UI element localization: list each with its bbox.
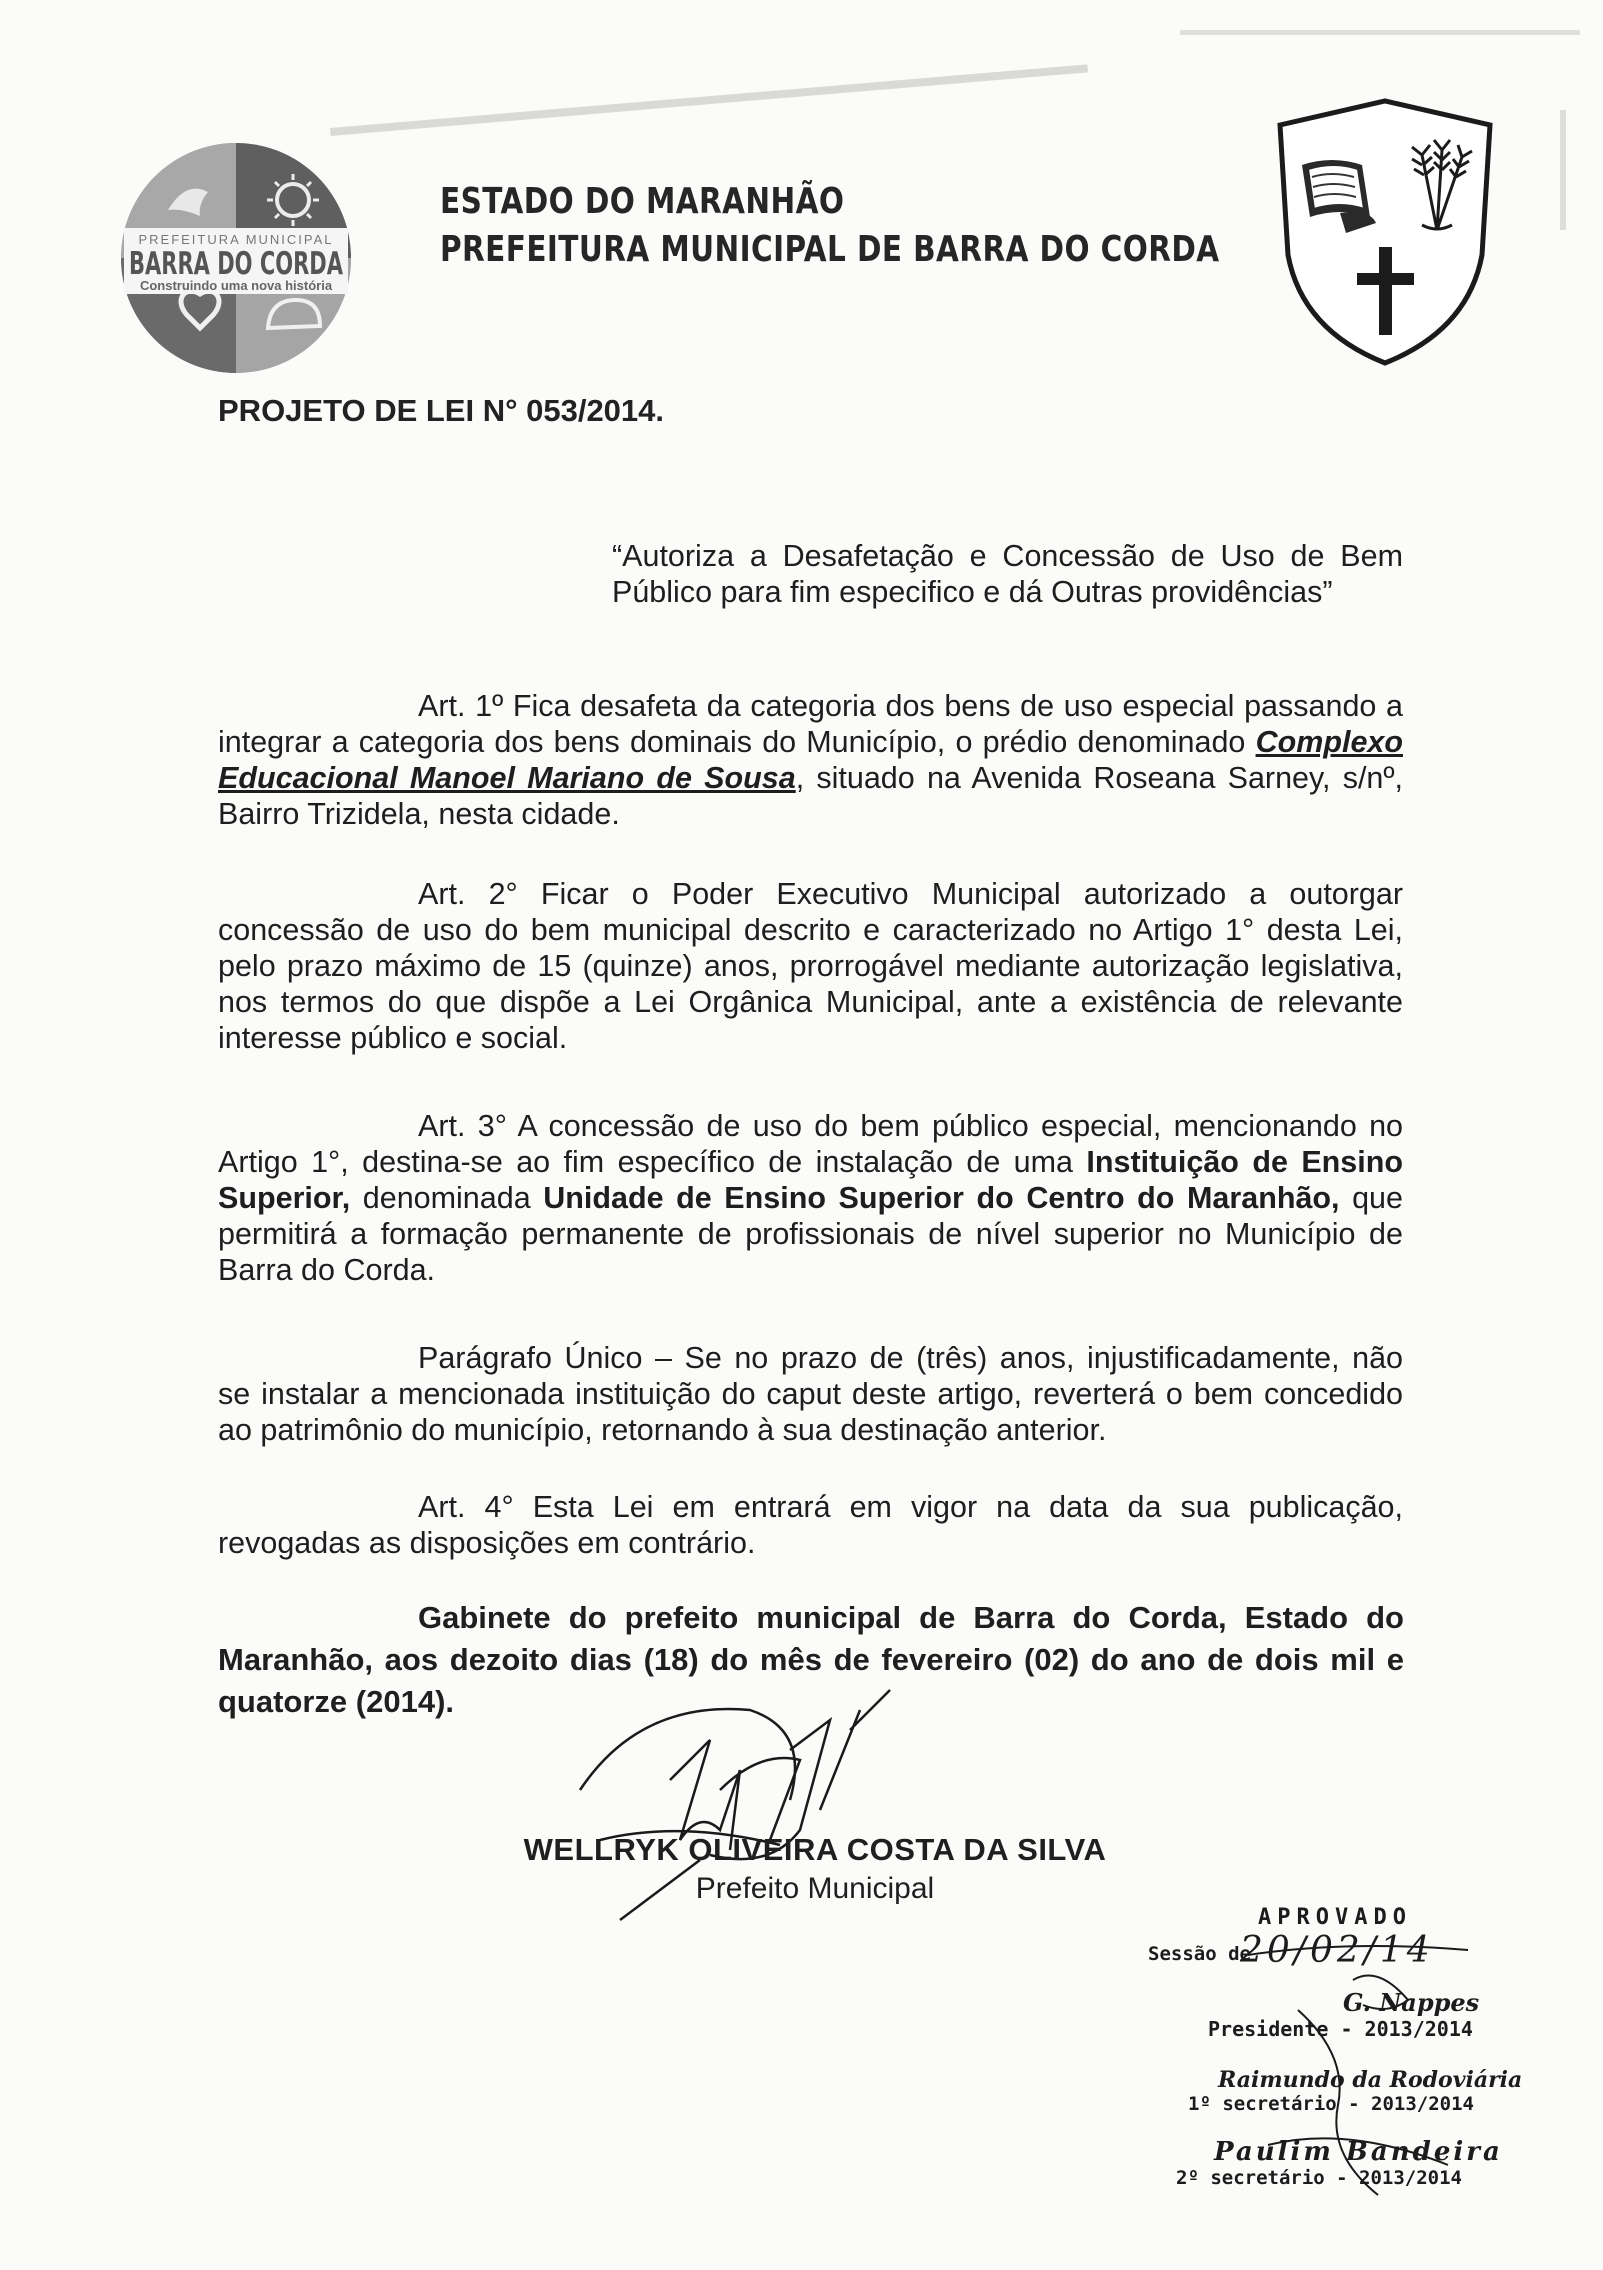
stamp-first-secretary-name: Raimundo da Rodoviária [1218,2067,1523,2093]
article-3 [218,1108,1403,1288]
stamp-first-secretary-role: 1º secretário - 2013/2014 [1188,2093,1474,2115]
article-2-text: Art. 2° Ficar o Poder Executivo Municipal autorizado a outorgar concessão de uso do bem municipal descrito e caracterizado no Artigo 1° desta Lei, pelo prazo máximo de 15 (quinze) anos, prorrogável mediante autorização legislativa, nos termos do que dispõe a Lei Orgânica Municipal, ante a existência de relevante interesse público e social. [218,877,1403,1055]
sole-paragraph-text: Parágrafo Único – Se no prazo de (três) anos, injustificadamente, não se instalar a mencionada instituição do caput deste artigo, reverterá o bem concedido ao patrimônio do município, retornando à sua destinação anterior. [218,1341,1403,1447]
stamp-approved: APROVADO [1258,1905,1412,1930]
stamp-president-signature: G. Nappes [1343,1988,1480,2017]
article-4 [218,1489,1403,1561]
stamp-signature-strokes [1148,1905,1508,2205]
approval-stamp [1148,1905,1523,2205]
stamp-session-label: Sessão de [1148,1943,1251,1965]
scan-streak-top-right [1180,30,1580,35]
article-1-text: Art. 1º Fica desafeta da categoria dos bens de uso especial passando a integrar a categoria dos bens dominais do Município, o prédio denominado [218,689,1403,759]
scan-streak-top [330,64,1088,136]
stamp-second-secretary-name: Paulim Bandeira [1214,2137,1503,2167]
article-1-text-end: , situado na Avenida Roseana Sarney, s/nº, Bairro Trizidela, nesta cidade. [218,761,1403,831]
bill-title: PROJETO DE LEI N° 053/2014. [218,393,665,428]
sole-paragraph [218,1340,1403,1448]
article-3-text-3: que permitirá a formação permanente de profissionais de nível superior no Município de Barra do Corda. [218,1181,1403,1287]
scan-streak-right [1560,110,1566,230]
article-3-institution: Instituição de Ensino Superior, [218,1145,1403,1215]
article-3-text-2: denominada [350,1181,544,1215]
article-4-text: Art. 4° Esta Lei em entrará em vigor na data da sua publicação, revogadas as disposições em contrário. [218,1490,1403,1560]
letterhead [440,178,1391,274]
logo-name: BARRA DO CORDA [129,246,343,282]
stamp-president-role: Presidente - 2013/2014 [1208,2017,1473,2041]
signer-block [500,1832,1130,1906]
logo-slogan: Construindo uma nova história [139,278,333,293]
article-3-text: Art. 3° A concessão de uso do bem público especial, mencionando no Artigo 1°, destina-se ao fim específico de instalação de uma [218,1109,1403,1179]
article-1-building-name: Complexo Educacional Manoel Mariano de Sousa [218,725,1403,795]
signer-role: Prefeito Municipal [695,1872,935,1905]
signer-name: WELLRYK OLIVEIRA COSTA DA SILVA [523,1832,1107,1867]
stamp-second-secretary-role: 2º secretário - 2013/2014 [1176,2167,1462,2189]
article-3-unit-name: Unidade de Ensino Superior do Centro do Maranhão, [543,1181,1340,1215]
closing-text: Gabinete do prefeito municipal de Barra do Corda, Estado do Maranhão, aos dezoito dias (18) do mês de fevereiro (02) do ano de dois mil e quatorze (2014). [218,1600,1404,1719]
municipal-logo [118,140,354,376]
coat-of-arms [1272,95,1498,370]
state-name: ESTADO DO MARANHÃO [440,181,845,222]
municipality-name: PREFEITURA MUNICIPAL DE BARRA DO CORDA [440,229,1220,270]
article-1 [218,688,1403,832]
bill-summary: “Autoriza a Desafetação e Concessão de Uso de Bem Público para fim especifico e dá Outras providências” [612,539,1403,609]
logo-top-text: PREFEITURA MUNICIPAL [138,232,334,247]
article-2 [218,876,1403,1056]
stamp-session-date: 20/02/14 [1240,1930,1434,1971]
